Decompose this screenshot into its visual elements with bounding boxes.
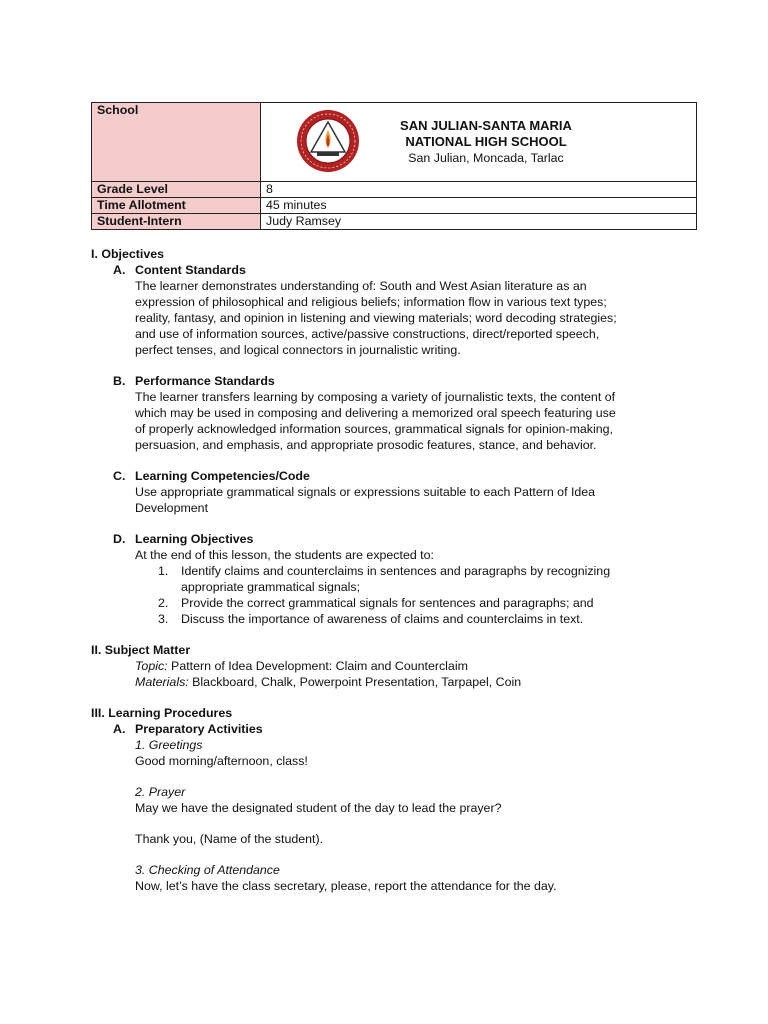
content-standards-heading [113,262,691,278]
learning-objectives-intro: At the end of this lesson, the students are expected to: [135,548,434,562]
list-item [158,595,691,611]
content-standards-text [135,278,691,358]
student-intern-value: Judy Ramsey [261,214,697,230]
school-label: School [92,103,261,182]
text-line: of properly acknowledged information sources, grammatical signals for opinion-making, [135,422,613,436]
school-info-cell [261,103,697,182]
section-title: Learning Competencies/Code [135,469,310,483]
attendance-title: 3. Checking of Attendance [135,863,280,877]
text-line: persuasion, and emphasis, and appropriate prosodic features, stance, and behavior. [135,438,597,452]
school-address: San Julian, Moncada, Tarlac [408,151,564,165]
attendance-text: Now, let’s have the class secretary, please, report the attendance for the day. [135,879,557,893]
section-letter: A. [113,263,126,277]
list-number: 1. [158,564,169,578]
text-line: expression of philosophical and religious beliefs; information flow in various text types; [135,295,607,309]
section-letter: D. [113,532,126,546]
lesson-content [91,246,691,894]
list-item [158,563,691,595]
time-allotment-value: 45 minutes [261,198,697,214]
grade-level-row [92,182,697,198]
section-title: Learning Objectives [135,532,254,546]
text-line: and use of information sources, active/passive constructions, direct/reported speech, [135,327,600,341]
section-letter: C. [113,469,126,483]
time-allotment-row [92,198,697,214]
performance-standards-text [135,389,691,453]
greetings-title: 1. Greetings [135,738,203,752]
text-line: Use appropriate grammatical signals or expressions suitable to each Pattern of Idea [135,485,596,499]
topic-line [135,658,691,674]
objectives-heading: I. Objectives [91,247,165,261]
materials-value: Blackboard, Chalk, Powerpoint Presentation, Tarpapel, Coin [188,675,522,689]
time-allotment-label: Time Allotment [92,198,261,214]
text-line: The learner demonstrates understanding of: South and West Asian literature as an [135,279,587,293]
school-name-line1: SAN JULIAN-SANTA MARIA [400,118,572,133]
materials-label: Materials: [135,675,189,689]
section-letter: B. [113,374,126,388]
section-title: Performance Standards [135,374,275,388]
list-number: 3. [158,612,169,626]
topic-label: Topic: [135,659,168,673]
list-text: appropriate grammatical signals; [181,580,361,594]
list-text: Provide the correct grammatical signals for sentences and paragraphs; and [181,596,594,610]
text-line: reality, fantasy, and opinion in listening and viewing materials; word decoding strategies; [135,311,617,325]
list-number: 2. [158,596,169,610]
list-item [158,611,691,627]
grade-level-value: 8 [261,182,697,198]
list-text: Discuss the importance of awareness of claims and counterclaims in text. [181,612,584,626]
prayer-title: 2. Prayer [135,785,186,799]
lesson-header-table [91,102,697,230]
text-line: which may be used in composing and delivering a memorized oral speech featuring use [135,406,616,420]
section-letter: A. [113,722,126,736]
section-title: Preparatory Activities [135,722,263,736]
school-seal-icon [295,108,361,174]
text-line: The learner transfers learning by composing a variety of journalistic texts, the content of [135,390,616,404]
grade-level-label: Grade Level [92,182,261,198]
performance-standards-heading [113,373,691,389]
school-row [92,103,697,182]
learning-objectives-heading [113,531,691,547]
learning-objectives-list [158,563,691,627]
materials-line [135,674,691,690]
prayer-text: May we have the designated student of the day to lead the prayer? [135,801,502,815]
greetings-text: Good morning/afternoon, class! [135,754,308,768]
subject-matter-heading: II. Subject Matter [91,643,191,657]
text-line: perfect tenses, and logical connectors in journalistic writing. [135,343,461,357]
preparatory-activities-heading [113,721,691,737]
thanks-text: Thank you, (Name of the student). [135,832,324,846]
student-intern-label: Student-Intern [92,214,261,230]
school-name [391,118,581,150]
topic-value: Pattern of Idea Development: Claim and Counterclaim [167,659,468,673]
text-line: Development [135,501,209,515]
learning-competencies-text [135,484,691,516]
learning-competencies-heading [113,468,691,484]
list-text: Identify claims and counterclaims in sentences and paragraphs by recognizing [181,564,611,578]
learning-procedures-heading: III. Learning Procedures [91,706,233,720]
section-title: Content Standards [135,263,246,277]
school-name-line2: NATIONAL HIGH SCHOOL [405,134,567,149]
student-intern-row [92,214,697,230]
